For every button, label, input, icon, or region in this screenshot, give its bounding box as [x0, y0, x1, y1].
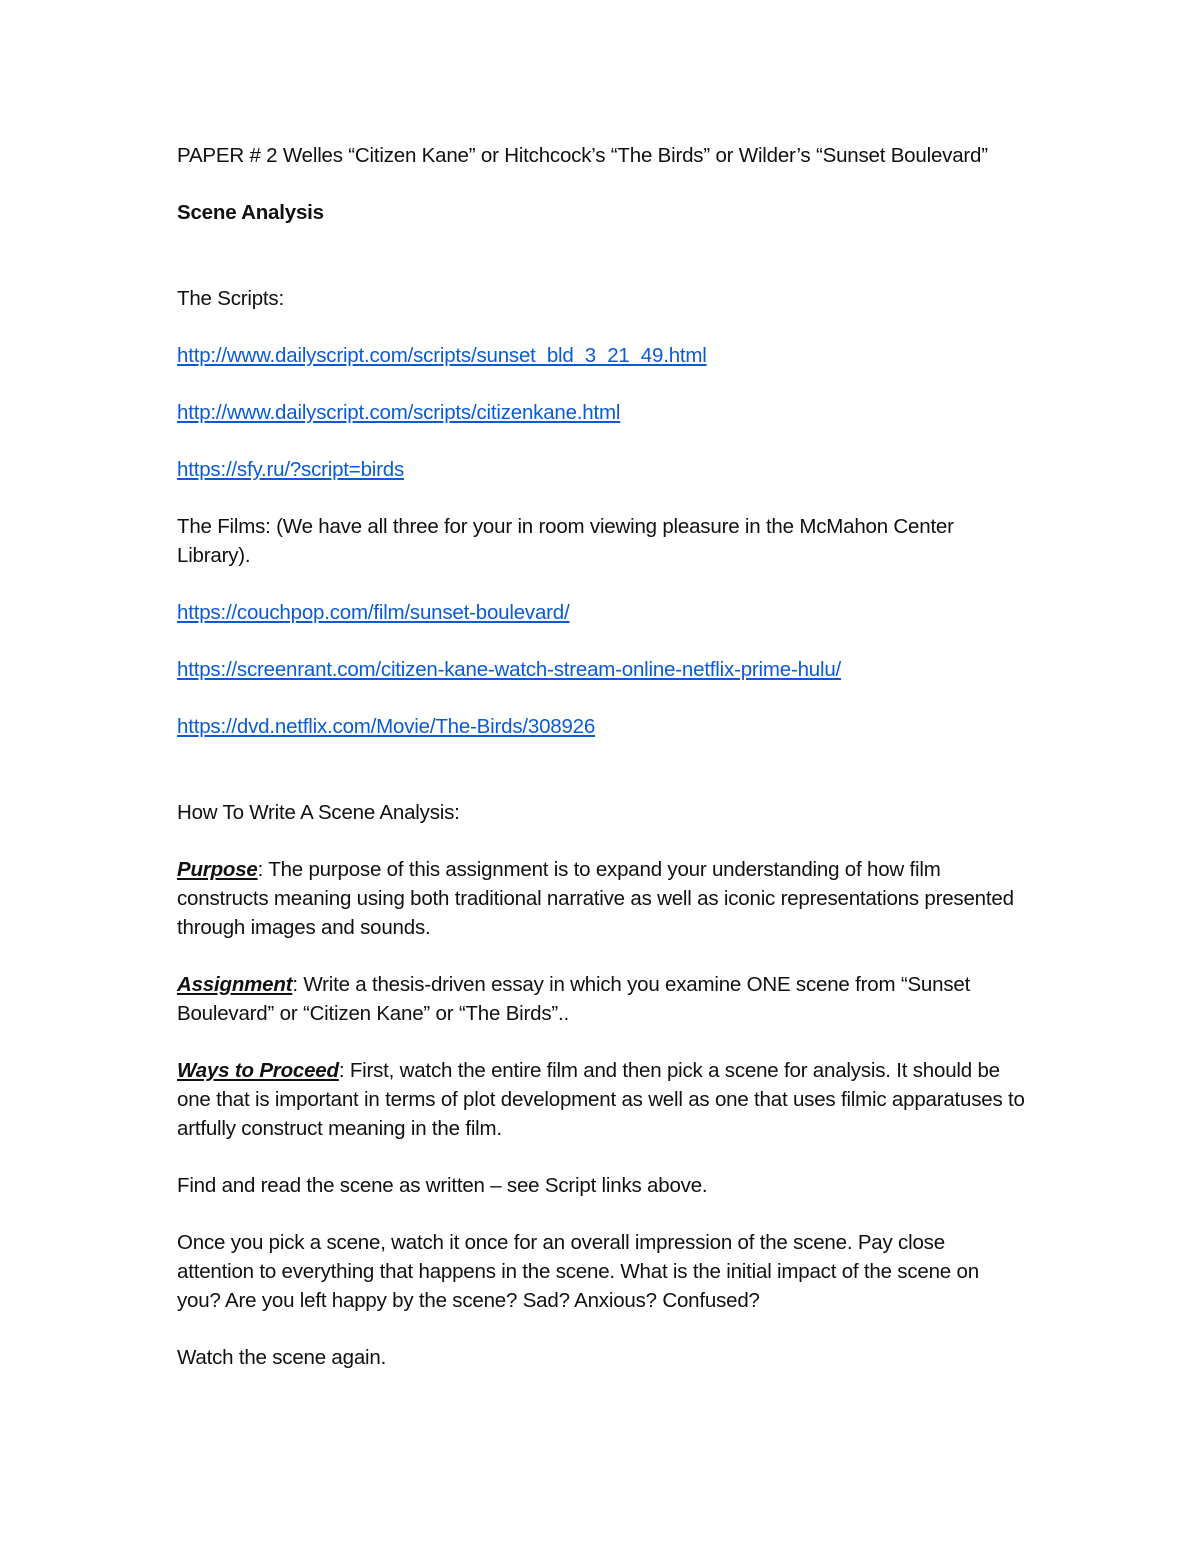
film-link-citizen-kane[interactable]: https://screenrant.com/citizen-kane-watch-stream-online-netflix-prime-hulu/: [177, 658, 842, 681]
proceed-text: : First, watch the entire film and then pick a scene for analysis. It should be one that is important in terms of plot development as well as one that uses filmic apparatuses to artfully construct meaning in the film.: [177, 1059, 1025, 1140]
purpose-label: Purpose: [177, 858, 258, 881]
once-paragraph: Once you pick a scene, watch it once for an overall impression of the scene. Pay close attention to everything that happens in the scene. What is the initial impact of the scene on you? Are you left happy by the scene? Sad? Anxious? Confused?: [177, 1231, 979, 1312]
document-title: PAPER # 2 Welles “Citizen Kane” or Hitchcock’s “The Birds” or Wilder’s “Sunset Boulevard”: [177, 144, 988, 167]
script-link-the-birds[interactable]: https://sfy.ru/?script=birds: [177, 458, 405, 481]
document-page: [177, 141, 1027, 1372]
film-link-the-birds[interactable]: https://dvd.netflix.com/Movie/The-Birds/308926: [177, 715, 596, 738]
script-link-sunset-boulevard[interactable]: http://www.dailyscript.com/scripts/sunset_bld_3_21_49.html: [177, 344, 707, 367]
purpose-paragraph: [177, 855, 1027, 942]
purpose-text: : The purpose of this assignment is to expand your understanding of how film constructs meaning using both traditional narrative as well as iconic representations presented through images and sounds.: [177, 858, 1014, 939]
proceed-label: Ways to Proceed: [177, 1059, 339, 1082]
films-label: The Films: (We have all three for your in room viewing pleasure in the McMahon Center Library).: [177, 515, 954, 567]
assignment-paragraph: [177, 970, 1027, 1028]
scripts-label: The Scripts:: [177, 287, 284, 310]
section-heading-scene-analysis: Scene Analysis: [177, 201, 324, 224]
assignment-label: Assignment: [177, 973, 293, 996]
script-link-citizen-kane[interactable]: http://www.dailyscript.com/scripts/citizenkane.html: [177, 401, 621, 424]
watch-again-paragraph: Watch the scene again.: [177, 1346, 387, 1369]
film-link-sunset-boulevard[interactable]: https://couchpop.com/film/sunset-boulevard/: [177, 601, 570, 624]
proceed-paragraph: [177, 1056, 1027, 1143]
find-paragraph: Find and read the scene as written – see Script links above.: [177, 1174, 708, 1197]
assignment-text: : Write a thesis-driven essay in which you examine ONE scene from “Sunset Boulevard” or “Citizen Kane” or “The Birds”..: [177, 973, 971, 1025]
howto-heading: How To Write A Scene Analysis:: [177, 801, 460, 824]
